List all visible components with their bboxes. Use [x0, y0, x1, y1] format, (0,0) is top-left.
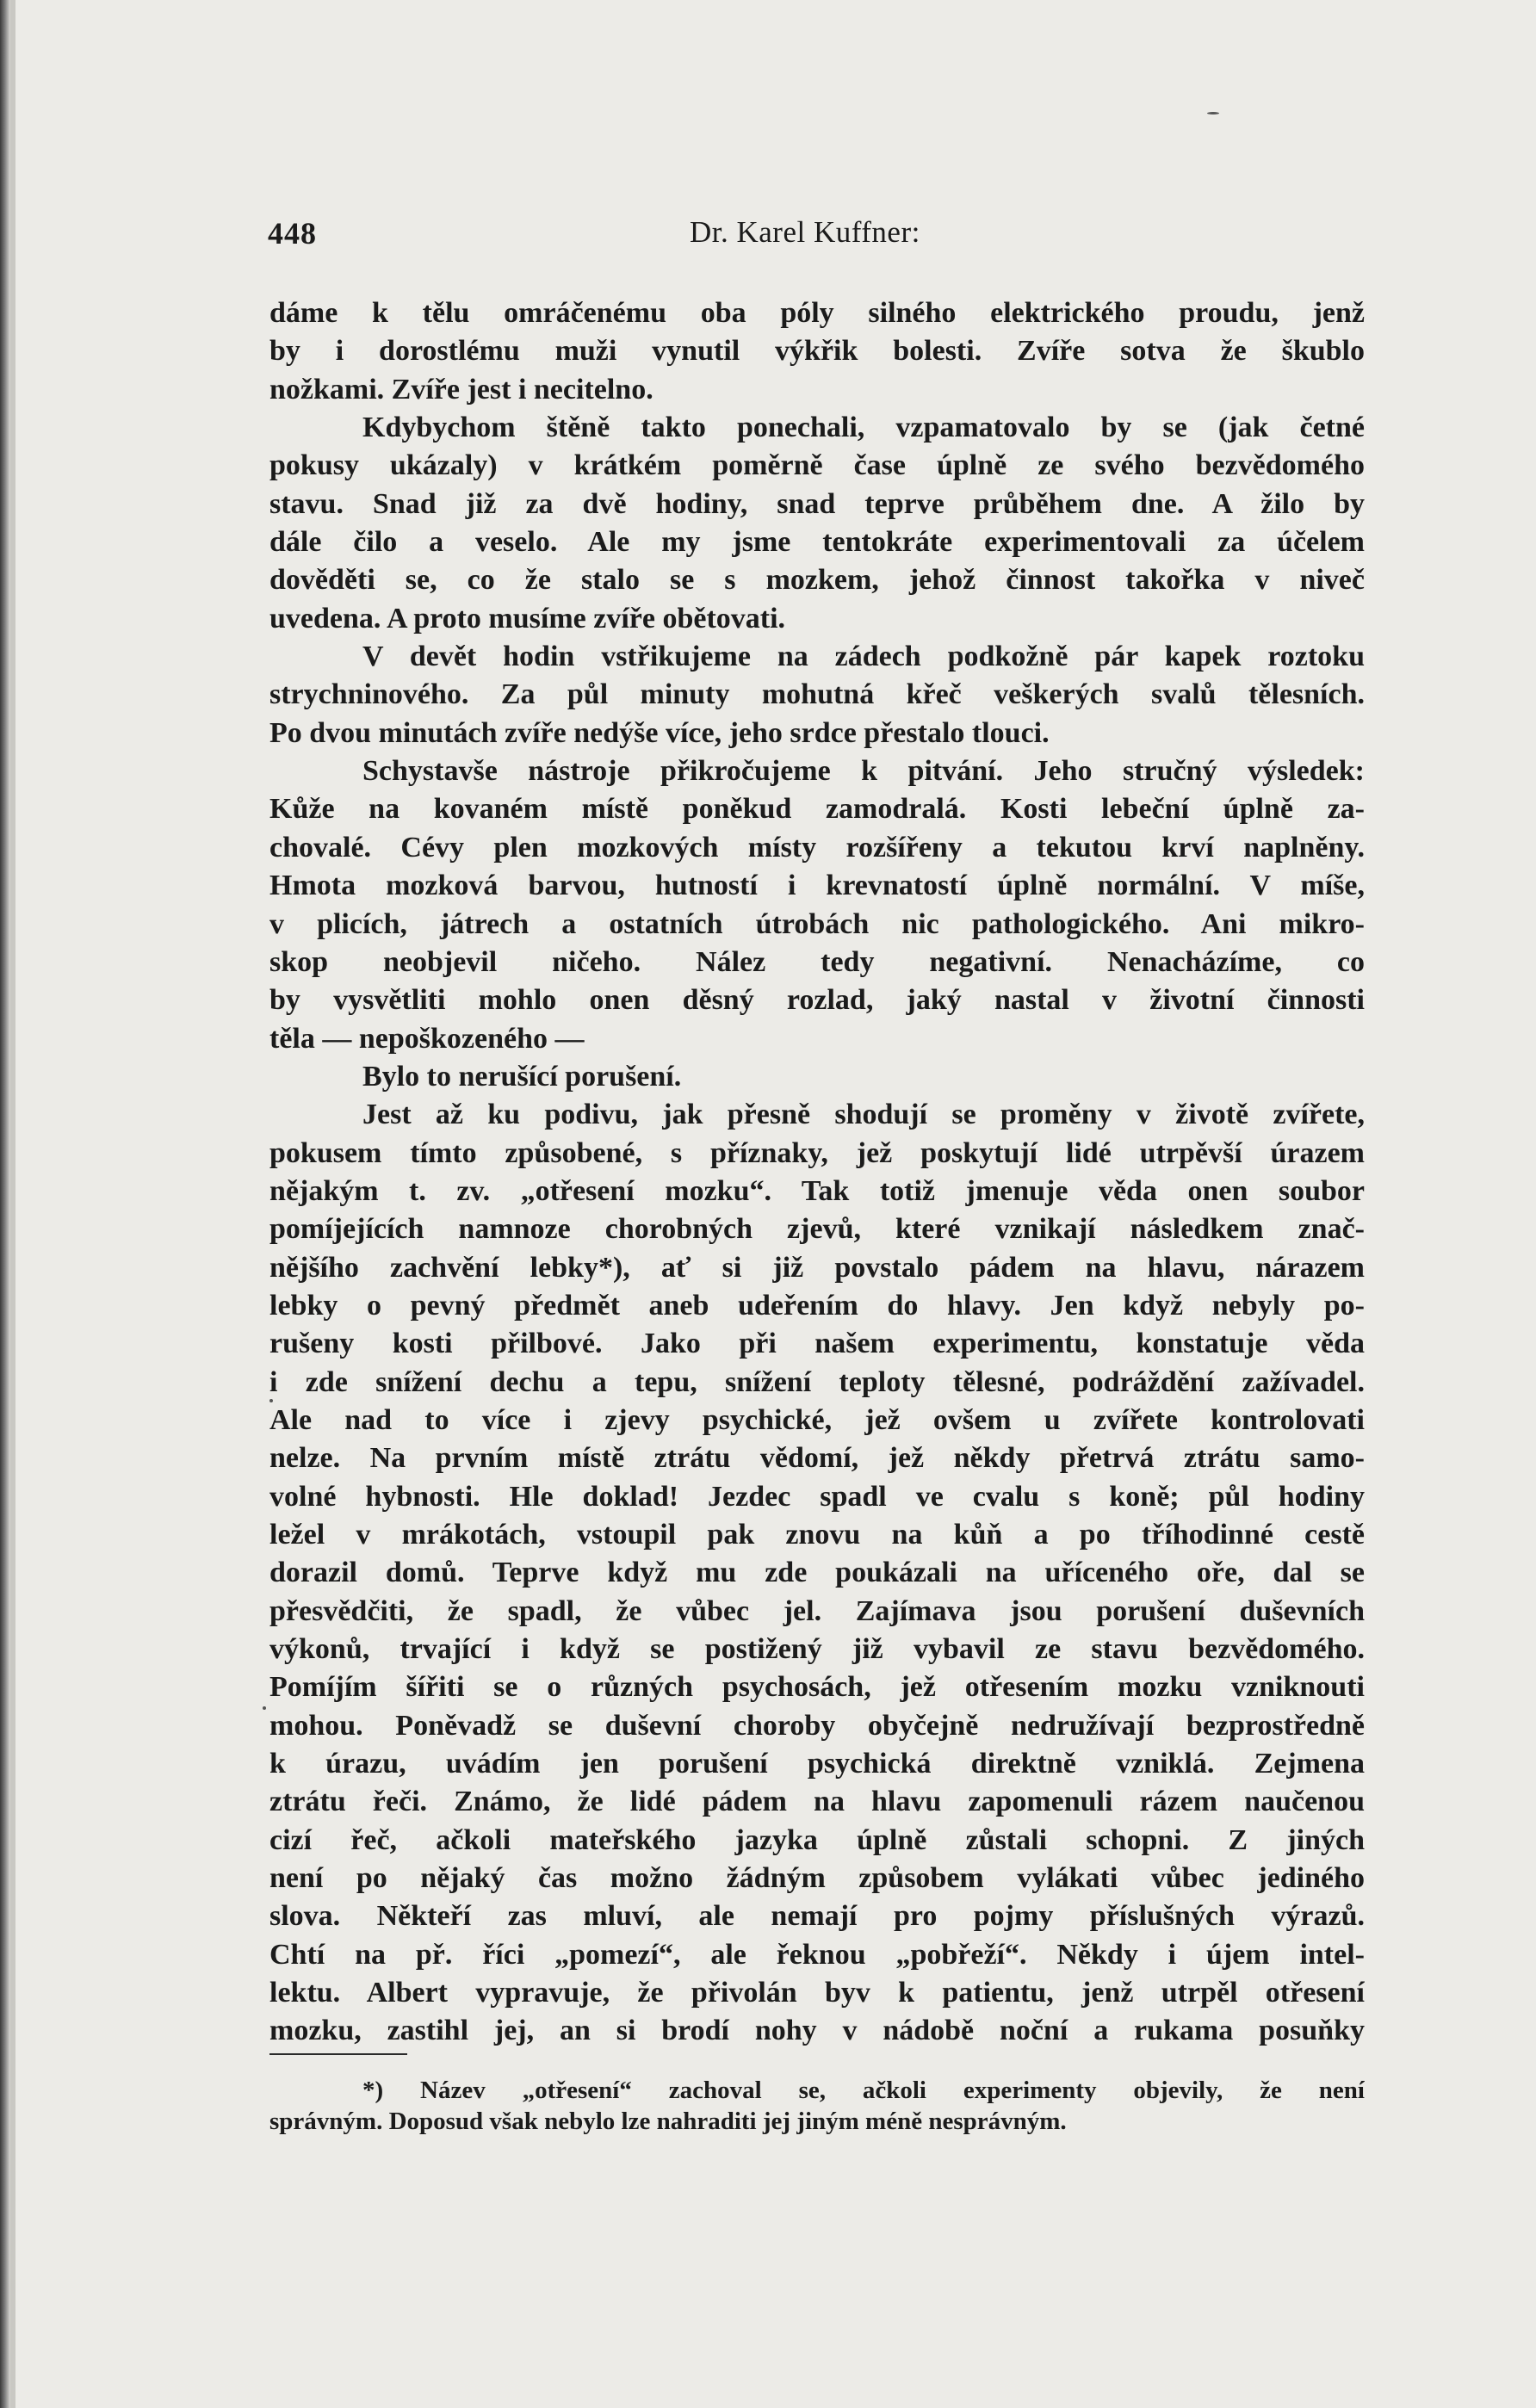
- footnote-line: *) Název „otřesení“ zachoval se, ačkoli experimenty objevily, že není: [362, 2077, 1365, 2104]
- text-line: ztrátu řeči. Známo, že lidé pádem na hlavu zapomenuli rázem naučenou: [269, 1786, 1365, 1818]
- page-number: 448: [268, 216, 317, 251]
- scan-speck: [1207, 112, 1219, 115]
- text-line: nějšího zachvění lebky*), ať si již povstalo pádem na hlavu, nárazem: [269, 1251, 1365, 1284]
- text-line: by i dorostlému muži vynutil výkřik bolesti. Zvíře sotva že škublo: [269, 335, 1365, 368]
- text-line: Bylo to nerušící porušení.: [362, 1060, 682, 1093]
- scan-binding-shadow: [10, 0, 15, 2408]
- text-line: v plicích, játrech a ostatních útrobách nic pathologického. Ani mikro-: [269, 907, 1365, 940]
- text-line: Po dvou minutách zvíře nedýše více, jeho srdce přestalo tlouci.: [269, 716, 1050, 749]
- text-line: V devět hodin vstřikujeme na zádech podkožně pár kapek roztoku: [362, 641, 1365, 673]
- text-line: lektu. Albert vypravuje, že přivolán byv k patientu, jenž utrpěl otřesení: [269, 1977, 1365, 2009]
- text-line: cizí řeč, ačkoli mateřského jazyka úplně zůstali schopni. Z jiných: [269, 1823, 1365, 1856]
- text-line: přesvědčiti, že spadl, že vůbec jel. Zajímava jsou porušení duševních: [269, 1594, 1365, 1627]
- text-line: strychninového. Za půl minuty mohutná křeč veškerých svalů tělesních.: [269, 678, 1365, 711]
- text-line: výkonů, trvající i když se postižený již vybavil ze stavu bezvědomého.: [269, 1633, 1365, 1666]
- text-line: pokusy ukázaly) v krátkém poměrně čase úplně ze svého bezvědomého: [269, 449, 1365, 482]
- text-line: Pomíjím šířiti se o různých psychosách, jež otřesením mozku vzniknouti: [269, 1671, 1365, 1704]
- text-line: ležel v mrákotách, vstoupil pak znovu na kůň a po tříhodinné cestě: [269, 1519, 1365, 1551]
- text-line: pomíjejících namnoze chorobných zjevů, které vznikají následkem znač-: [269, 1213, 1365, 1246]
- text-line: dále čilo a veselo. Ale my jsme tentokráte experimentovali za účelem: [269, 526, 1365, 559]
- text-line: mozku, zastihl jej, an si brodí nohy v nádobě noční a rukama posuňky: [269, 2015, 1365, 2047]
- text-line: slova. Někteří zas mluví, ale nemají pro pojmy příslušných výrazů.: [269, 1900, 1365, 1933]
- text-line: Kdybychom štěně takto ponechali, vzpamatovalo by se (jak četné: [362, 412, 1365, 444]
- text-line: Hmota mozková barvou, hutností i krevnatostí úplně normální. V míše,: [269, 870, 1365, 902]
- body-text: [269, 294, 1365, 2051]
- text-line: nelze. Na prvním místě ztrátu vědomí, jež někdy přetrvá ztrátu samo-: [269, 1442, 1365, 1475]
- text-line: nějakým t. zv. „otřesení mozku“. Tak totiž jmenuje věda onen soubor: [269, 1174, 1365, 1207]
- page-header: [268, 215, 1366, 257]
- scan-binding-edge: [0, 0, 10, 2408]
- footnote: [269, 2075, 1365, 2137]
- text-line: Kůže na kovaném místě poněkud zamodralá. Kosti lebeční úplně za-: [269, 793, 1365, 826]
- text-line: rušeny kosti přilbové. Jako při našem experimentu, konstatuje věda: [269, 1328, 1365, 1360]
- text-line: Chtí na př. říci „pomezí“, ale řeknou „pobřeží“. Někdy i újem intel-: [269, 1938, 1365, 1971]
- footnote-line: správným. Doposud však nebylo lze nahraditi jej jiným méně nesprávným.: [269, 2108, 1067, 2135]
- text-line: není po nějaký čas možno žádným způsobem vylákati vůbec jediného: [269, 1862, 1365, 1895]
- text-line: dorazil domů. Teprve když mu zde poukázali na uříceného oře, dal se: [269, 1557, 1365, 1589]
- text-line: stavu. Snad již za dvě hodiny, snad teprve průběhem dne. A žilo by: [269, 487, 1365, 520]
- text-line: lebky o pevný předmět aneb udeřením do hlavy. Jen když nebyly po-: [269, 1289, 1365, 1322]
- running-head: Dr. Karel Kuffner:: [690, 215, 920, 249]
- text-line: Ale nad to více i zjevy psychické, jež ovšem u zvířete kontrolovati: [269, 1403, 1365, 1436]
- text-line: dověděti se, co že stalo se s mozkem, jehož činnost takořka v niveč: [269, 564, 1365, 597]
- text-line: dáme k tělu omráčenému oba póly silného elektrického proudu, jenž: [269, 297, 1365, 329]
- text-line: Jest až ku podivu, jak přesně shodují se proměny v životě zvířete,: [362, 1099, 1365, 1131]
- text-line: pokusem tímto způsobené, s příznaky, jež poskytují lidé utrpěvší úrazem: [269, 1136, 1365, 1169]
- text-line: volné hybnosti. Hle doklad! Jezdec spadl ve cvalu s koně; půl hodiny: [269, 1480, 1365, 1513]
- text-line: chovalé. Cévy plen mozkových místy rozšířeny a tekutou krví naplněny.: [269, 831, 1365, 864]
- scan-speck: [269, 1399, 273, 1402]
- scan-speck: [263, 1706, 266, 1710]
- text-line: skop neobjevil ničeho. Nález tedy negativní. Nenacházíme, co: [269, 945, 1365, 978]
- text-line: i zde snížení dechu a tepu, snížení teploty tělesné, podráždění zažívadel.: [269, 1365, 1365, 1398]
- text-line: uvedena. A proto musíme zvíře obětovati.: [269, 602, 786, 634]
- text-line: Schystavše nástroje přikročujeme k pitvání. Jeho stručný výsledek:: [362, 755, 1365, 788]
- text-line: těla — nepoškozeného —: [269, 1022, 585, 1055]
- footnote-rule: [269, 2053, 407, 2055]
- text-line: nožkami. Zvíře jest i necitelno.: [269, 373, 653, 405]
- text-line: by vysvětliti mohlo onen děsný rozlad, jaký nastal v životní činnosti: [269, 984, 1365, 1017]
- text-line: mohou. Poněvadž se duševní choroby obyčejně nedružívají bezprostředně: [269, 1709, 1365, 1742]
- text-line: k úrazu, uvádím jen porušení psychická direktně vzniklá. Zejmena: [269, 1748, 1365, 1780]
